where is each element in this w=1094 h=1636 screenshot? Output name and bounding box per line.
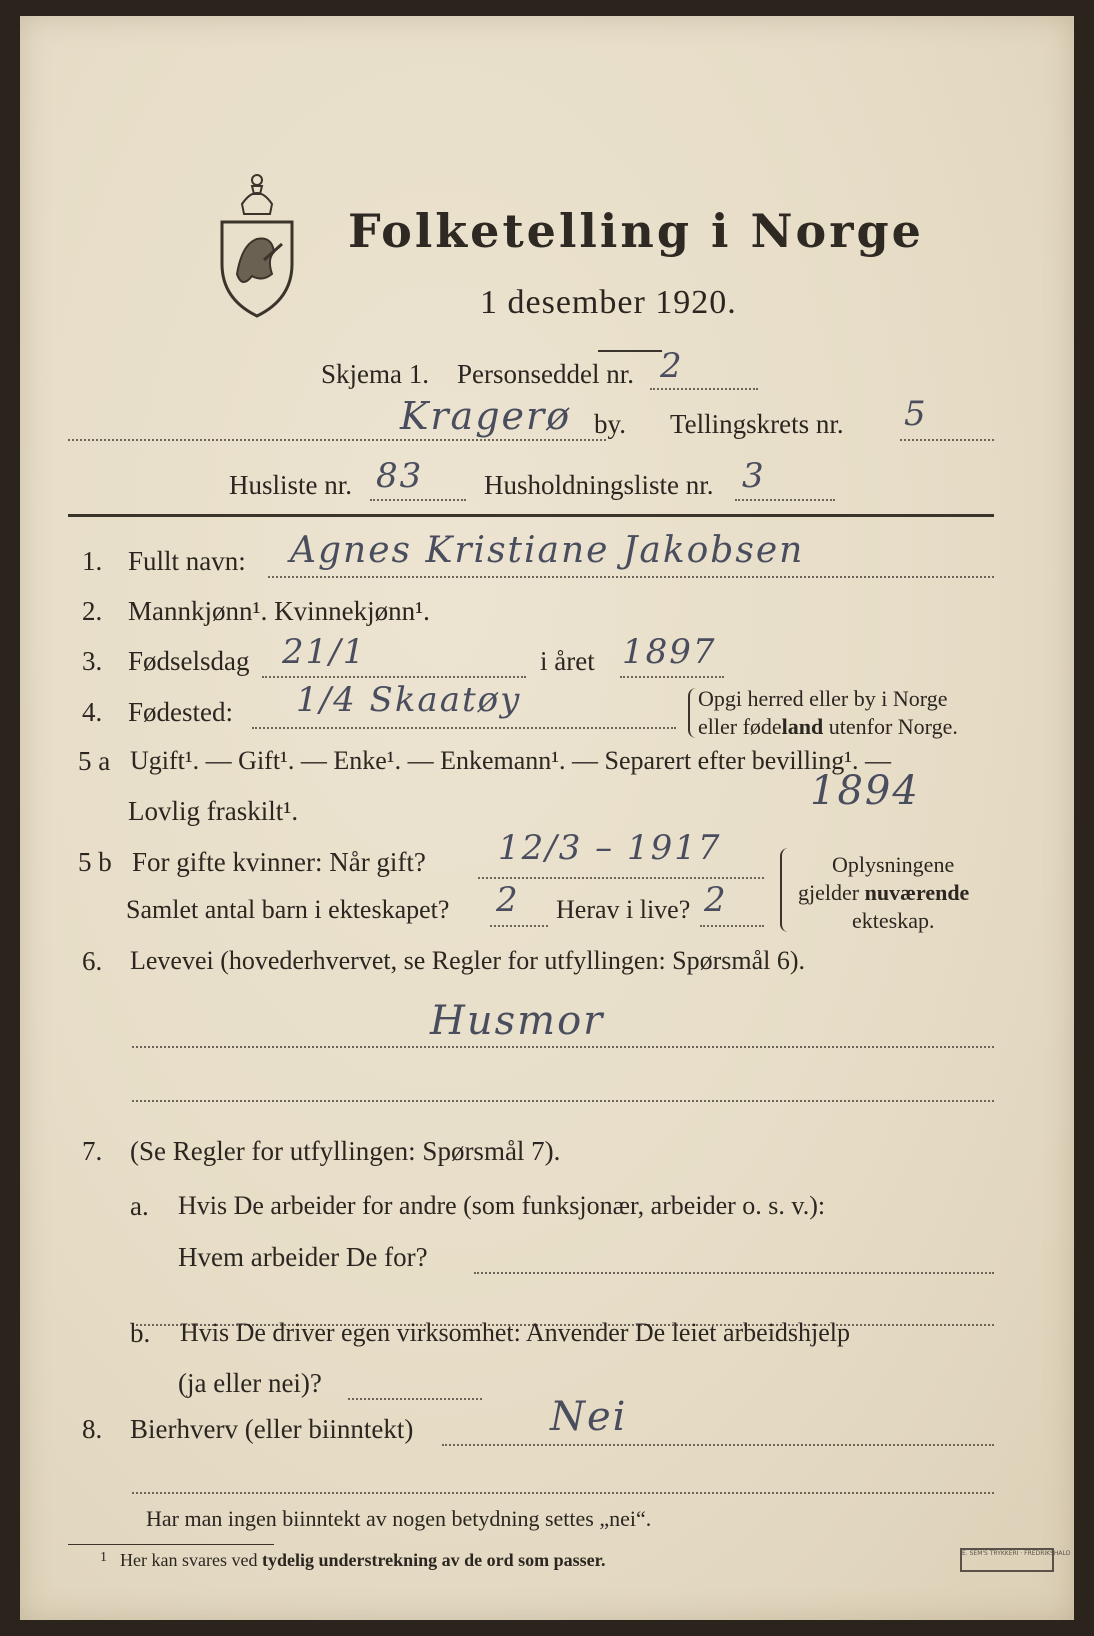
q4-note-brace xyxy=(688,688,696,738)
q7a-line-1[interactable] xyxy=(474,1272,994,1274)
q4-note-line2: eller fødeland utenfor Norge. xyxy=(698,714,958,739)
q3-label: Fødselsdag xyxy=(128,646,250,676)
q3-year-value[interactable]: 1897 xyxy=(622,632,717,672)
q6-line-2 xyxy=(132,1100,994,1102)
q5b-note-line2: gjelder nuværende xyxy=(798,880,970,905)
q1-line xyxy=(268,576,994,578)
q1-full-name-value[interactable]: Agnes Kristiane Jakobsen xyxy=(290,530,805,571)
footnote-text: Her kan svares ved tydelig understrekning av de ord som passer. xyxy=(120,1550,606,1570)
q7b-label: Hvis De driver egen virksomhet: Anvender De leiet arbeidshjelp xyxy=(180,1318,851,1347)
q6-number: 6. xyxy=(82,946,103,976)
q5b-note-line1: Oplysningene xyxy=(832,852,955,877)
q6-label: Levevei (hovederhvervet, se Regler for utfyllingen: Spørsmål 6). xyxy=(130,946,806,975)
q3-year-label: i året xyxy=(540,646,595,676)
q5a-annotation: 1894 xyxy=(810,768,920,814)
census-form-sheet xyxy=(20,16,1074,1620)
q4-line xyxy=(252,727,676,729)
q8-note: Har man ingen biinntekt av nogen betydning settes „nei“. xyxy=(146,1506,652,1531)
q8-line-1 xyxy=(442,1444,994,1446)
q8-line-2 xyxy=(132,1492,994,1494)
schema-label: Skjema 1. xyxy=(321,359,429,389)
q3-birthday-value[interactable]: 21/1 xyxy=(282,632,367,672)
q5b-children-label: Samlet antal barn i ekteskapet? xyxy=(126,895,450,924)
q3-line xyxy=(262,676,526,678)
husholdning-value[interactable]: 3 xyxy=(742,456,766,496)
personseddel-line xyxy=(650,388,758,390)
q8-label: Bierhverv (eller biinntekt) xyxy=(130,1414,414,1444)
q2-gender-options[interactable]: Mannkjønn¹. Kvinnekjønn¹. xyxy=(128,596,430,626)
husliste-value[interactable]: 83 xyxy=(376,456,424,496)
place-line xyxy=(68,439,606,441)
form-title: Folketelling i Norge xyxy=(348,204,924,258)
place-value[interactable]: Kragerø xyxy=(400,394,572,438)
q7a-label: Hvis De arbeider for andre (som funksjonær, arbeider o. s. v.): xyxy=(178,1191,826,1220)
q6-line-1 xyxy=(132,1046,994,1048)
q5b-children-line xyxy=(490,925,548,927)
q5b-children-value[interactable]: 2 xyxy=(496,880,520,920)
census-date: 1 desember 1920. xyxy=(480,284,737,321)
q6-occupation-value[interactable]: Husmor xyxy=(430,998,605,1044)
q5a-number: 5 a xyxy=(78,746,111,776)
footnote-mark: 1 xyxy=(100,1550,107,1565)
q7b-label2: (ja eller nei)? xyxy=(178,1368,322,1398)
q5a-divorced-option[interactable]: Lovlig fraskilt¹. xyxy=(128,796,299,826)
q5b-alive-value[interactable]: 2 xyxy=(704,880,728,920)
q7-number: 7. xyxy=(82,1136,103,1166)
q7b-line[interactable] xyxy=(348,1398,482,1400)
q4-birthplace-value[interactable]: 1/4 Skaatøy xyxy=(296,680,522,720)
tellingskrets-line xyxy=(900,439,994,441)
q1-label: Fullt navn: xyxy=(128,546,246,576)
personseddel-label: Personseddel nr. xyxy=(457,359,634,389)
q5a-marital-options[interactable]: Ugift¹. — Gift¹. — Enke¹. — Enkemann¹. — Separert efter bevilling¹. — xyxy=(130,746,892,775)
by-label: by. xyxy=(594,409,626,439)
q5b-alive-line xyxy=(700,925,764,927)
q5b-number: 5 b xyxy=(78,847,112,877)
husliste-line xyxy=(370,499,466,501)
q5b-note-line3: ekteskap. xyxy=(852,908,935,933)
q3-year-line xyxy=(620,676,724,678)
q5b-married-value[interactable]: 12/3 – 1917 xyxy=(498,828,722,868)
title-divider xyxy=(598,350,662,352)
norwegian-coat-of-arms-icon xyxy=(212,164,302,320)
q8-secondary-income-value[interactable]: Nei xyxy=(550,1394,628,1440)
q3-number: 3. xyxy=(82,646,103,676)
q8-number: 8. xyxy=(82,1414,103,1444)
q7a-label2: Hvem arbeider De for? xyxy=(178,1242,428,1272)
q1-number: 1. xyxy=(82,546,103,576)
footnote-rule xyxy=(68,1544,274,1545)
q2-number: 2. xyxy=(82,596,103,626)
q4-note-line1: Opgi herred eller by i Norge xyxy=(698,686,948,711)
tellingskrets-value[interactable]: 5 xyxy=(904,394,928,434)
q7-label: (Se Regler for utfyllingen: Spørsmål 7). xyxy=(130,1136,561,1166)
q7b-letter: b. xyxy=(130,1318,151,1348)
q7a-letter: a. xyxy=(130,1191,149,1221)
q4-number: 4. xyxy=(82,697,103,727)
q4-label: Fødested: xyxy=(128,697,233,727)
personseddel-value[interactable]: 2 xyxy=(660,346,684,386)
q5b-label: For gifte kvinner: Når gift? xyxy=(132,847,426,877)
husliste-label: Husliste nr. xyxy=(229,470,353,500)
header-rule xyxy=(68,514,994,517)
q5b-alive-label: Herav i live? xyxy=(556,895,691,924)
husholdning-label: Husholdningsliste nr. xyxy=(484,470,714,500)
printer-stamp: E. SEM'S TRYKKERI · FREDRIKSHALD xyxy=(960,1548,1054,1572)
q5b-line xyxy=(478,877,764,879)
q5b-note-brace xyxy=(780,848,790,932)
husholdning-line xyxy=(735,499,835,501)
tellingskrets-label: Tellingskrets nr. xyxy=(670,409,844,439)
